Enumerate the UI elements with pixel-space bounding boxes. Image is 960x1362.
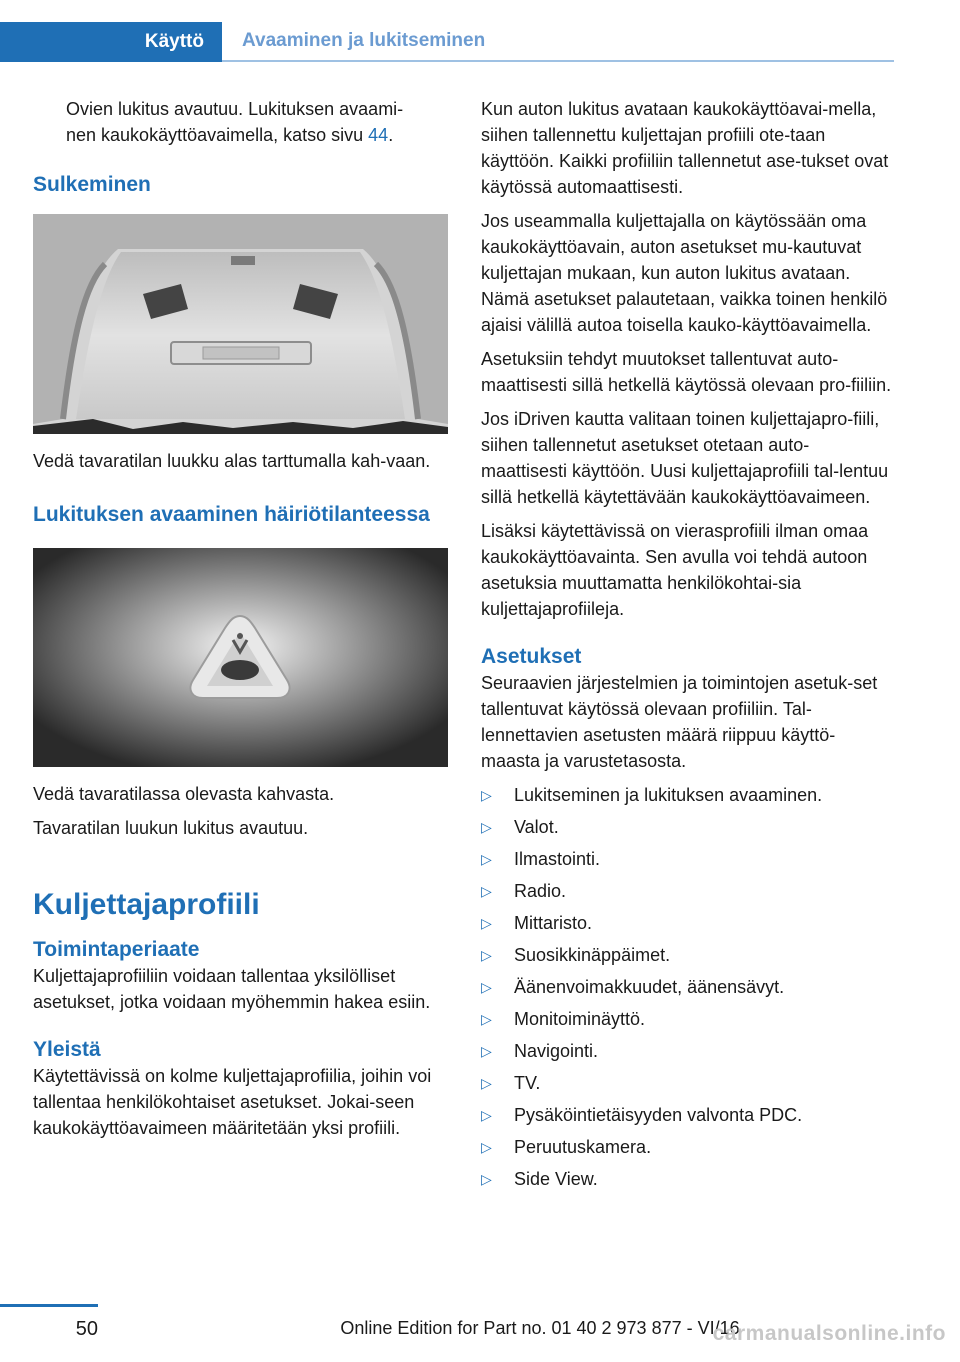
triangle-bullet-icon: ▷ [481, 1171, 492, 1187]
triangle-bullet-icon: ▷ [481, 851, 492, 867]
left-column [33, 96, 448, 1149]
triangle-bullet-icon: ▷ [481, 1139, 492, 1155]
intro-paragraph [33, 96, 448, 148]
intro-line2: nen kaukokäyttöavaimella, katso sivu [66, 125, 369, 145]
paragraph-right-3: Asetuksiin tehdyt muutokset tallentuvat auto‐maattisesti sillä hetkellä käytössä olevaan pro‐fiiliin. [481, 349, 892, 395]
heading-yleista: Yleistä [33, 1038, 101, 1061]
heading-lukituksen-avaaminen: Lukituksen avaaminen häiriötilanteessa [33, 503, 430, 526]
list-item: ▷ Ilmastointi. [481, 846, 894, 878]
paragraph-right-4: Jos iDriven kautta valitaan toinen kuljettajapro‐fiili, siihen tallennetut asetukset otetaan auto‐maattisesti käyttöön. Uusi kuljettajaprofiili tal‐lentuu sillä hetkellä käytettävään kaukokäyttöavaimeen. [481, 409, 889, 507]
page-number: 50 [75, 1318, 98, 1340]
list-item: ▷ Suosikkinäppäimet. [481, 942, 894, 974]
list-item: ▷ Side View. [481, 1166, 894, 1198]
page-44-link[interactable]: 44 [368, 125, 389, 145]
triangle-bullet-icon: ▷ [481, 1011, 492, 1027]
right-column [481, 96, 894, 1198]
list-item: ▷ Lukitseminen ja lukituksen avaaminen. [481, 782, 894, 814]
paragraph-luukun-lukitus: Tavaratilan luukun lukitus avautuu. [33, 818, 309, 838]
paragraph-right-5: Lisäksi käytettävissä on vierasprofiili ilman omaa kaukokäyttöavainta. Sen avulla voi tehdä autoon asetuksia muuttamatta henkilökohtai‐sia kuljettajaprofiileja. [481, 521, 869, 619]
paragraph-yleista: Käytettävissä on kolme kuljettajaprofiilia, joihin voi tallentaa henkilökohtaiset asetukset. Jokai‐seen kaukokäyttöavaimeen määritetään yksi profiili. [33, 1066, 432, 1138]
triangle-bullet-icon: ▷ [481, 819, 492, 835]
triangle-bullet-icon: ▷ [481, 1107, 492, 1123]
list-item: ▷ Valot. [481, 814, 894, 846]
list-item: ▷ Mittaristo. [481, 910, 894, 942]
list-item: ▷ Pysäköintietäisyyden valvonta PDC. [481, 1102, 894, 1134]
footer-edition: Online Edition for Part no. 01 40 2 973 877 - VI/16 [340, 1318, 740, 1338]
triangle-bullet-icon: ▷ [481, 883, 492, 899]
list-item: ▷ Äänenvoimakkuudet, äänensävyt. [481, 974, 894, 1006]
heading-sulkeminen: Sulkeminen [33, 173, 151, 196]
emergency-release-image [33, 548, 448, 767]
paragraph-veda-kahvasta: Vedä tavaratilassa olevasta kahvasta. [33, 784, 335, 804]
list-item: ▷ Peruutuskamera. [481, 1134, 894, 1166]
header-subsection-label: Avaaminen ja lukitseminen [242, 30, 486, 51]
list-item: ▷ Navigointi. [481, 1038, 894, 1070]
paragraph-veda-luukku: Vedä tavaratilan luukku alas tarttumalla kah‐vaan. [33, 451, 431, 471]
heading-kuljettajaprofiili: Kuljettajaprofiili [33, 888, 260, 921]
heading-toimintaperiaate: Toimintaperiaate [33, 938, 200, 961]
list-item: ▷ TV. [481, 1070, 894, 1102]
header-section-label: Käyttö [144, 31, 204, 52]
triangle-bullet-icon: ▷ [481, 1043, 492, 1059]
triangle-bullet-icon: ▷ [481, 979, 492, 995]
footer-accent-line [0, 1304, 98, 1307]
intro-line1: Ovien lukitus avautuu. Lukituksen avaami‐ [66, 99, 404, 119]
list-item: ▷ Radio. [481, 878, 894, 910]
watermark: carmanualsonline.info [712, 1322, 946, 1345]
paragraph-right-1: Kun auton lukitus avataan kaukokäyttöavai‐mella, siihen tallennettu kuljettajan profiili ote‐taan käyttöön. Kaikki profiiliin tallennetut ase‐tukset ovat käytössä automaattisesti. [481, 99, 889, 197]
trunk-lid-illustration [33, 214, 448, 434]
triangle-bullet-icon: ▷ [481, 915, 492, 931]
header-section-tab[interactable] [0, 22, 222, 62]
paragraph-toimintaperiaate: Kuljettajaprofiiliin voidaan tallentaa yksilölliset asetukset, jotka voidaan myöhemmin hakea esiin. [33, 966, 431, 1012]
header-subsection [222, 22, 894, 62]
paragraph-right-6: Seuraavien järjestelmien ja toimintojen asetuk‐set tallentuvat käytössä olevaan profiiliin. Tal‐lennettavien asetusten määrä riippuu käyttö‐maasta ja varustetasosta. [481, 673, 878, 771]
list-item: ▷ Monitoiminäyttö. [481, 1006, 894, 1038]
triangle-bullet-icon: ▷ [481, 1075, 492, 1091]
heading-asetukset: Asetukset [481, 645, 582, 668]
trunk-lid-image [33, 214, 448, 434]
intro-period: . [388, 125, 394, 145]
triangle-bullet-icon: ▷ [481, 947, 492, 963]
triangle-bullet-icon: ▷ [481, 787, 492, 803]
paragraph-right-2: Jos useammalla kuljettajalla on käytössään oma kaukokäyttöavain, auton asetukset mu‐kautuvat kuljettajan mukaan, kun auton lukitus avataan. Nämä asetukset palautetaan, vaikka toinen henkilö ajaisi välillä autoa toisella kauko‐käyttöavaimella. [481, 211, 888, 335]
emergency-handle-illustration [33, 548, 448, 767]
settings-list [481, 782, 894, 1198]
